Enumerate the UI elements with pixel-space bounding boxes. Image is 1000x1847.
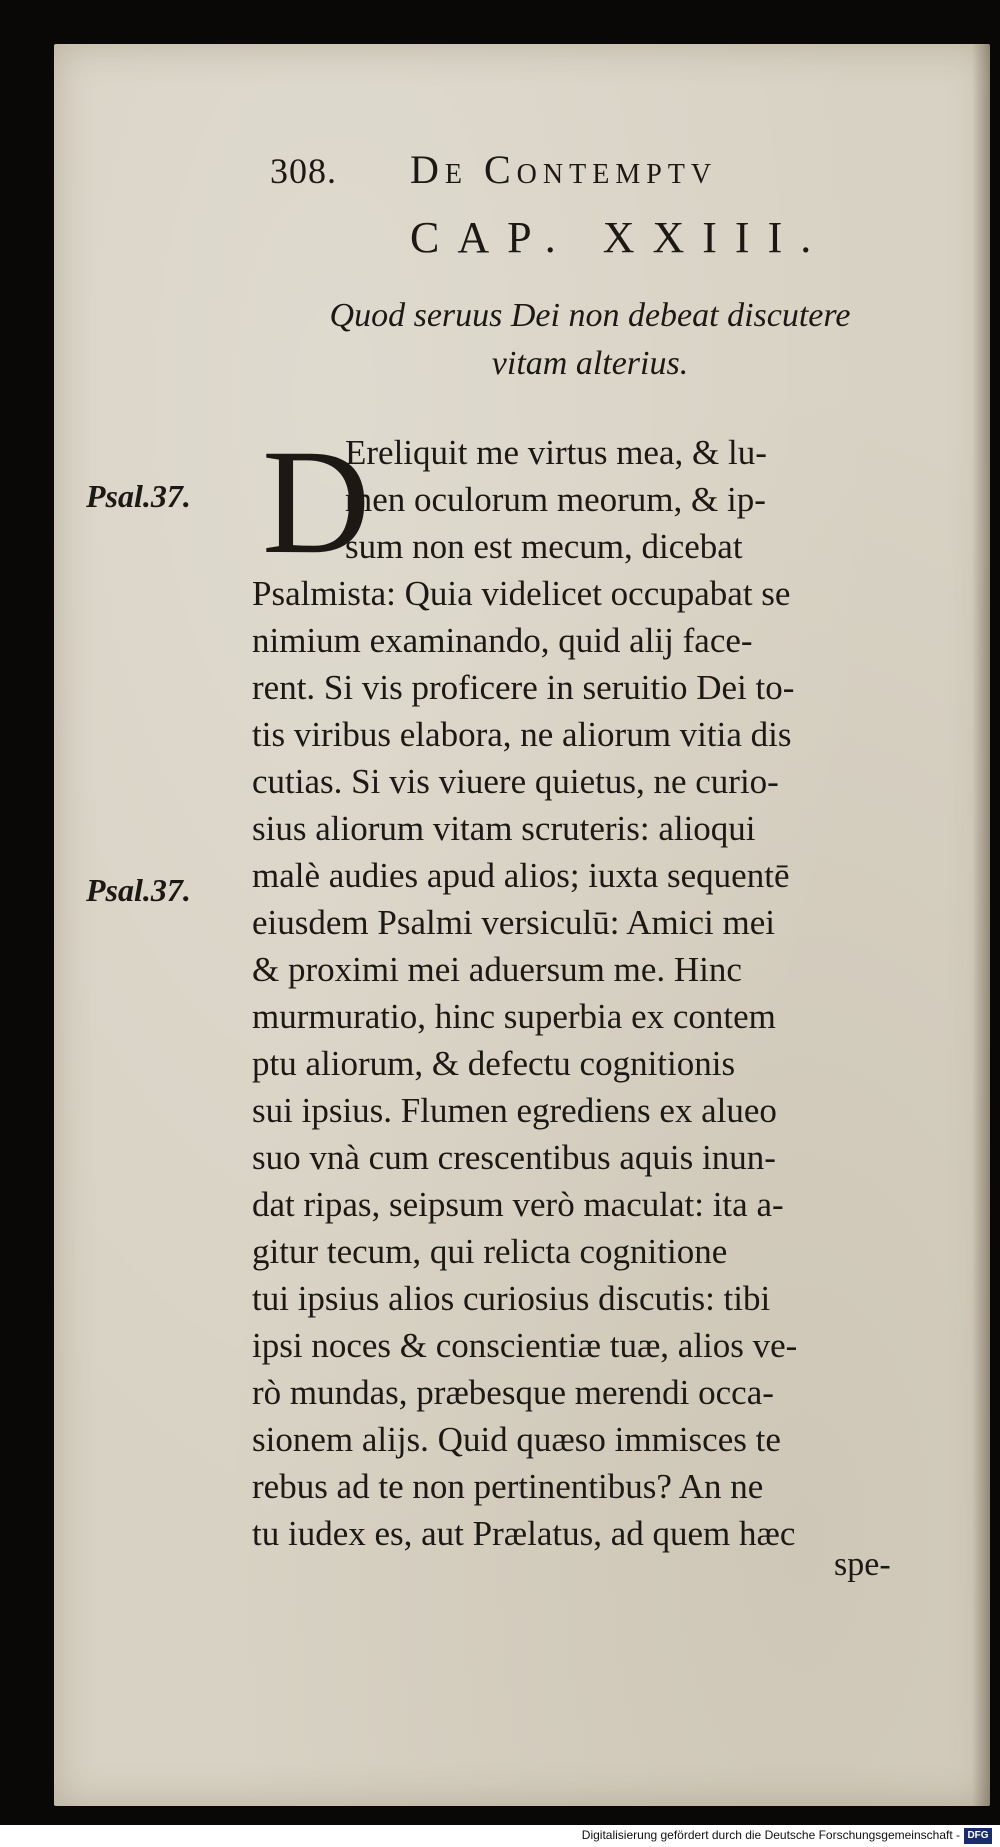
text-line: Psalmista: Quia videlicet occupabat se [252, 574, 791, 613]
text-line: rò mundas, præbesque merendi occa- [252, 1373, 774, 1412]
text-line: nimium examinando, quid alij face- [252, 621, 753, 660]
text-line: & proximi mei aduersum me. Hinc [252, 950, 742, 989]
text-line: cutias. Si vis viuere quietus, ne curio- [252, 762, 779, 801]
text-line: tui ipsius alios curiosius discutis: tibi [252, 1279, 771, 1318]
text-line: men oculorum meorum, & ip- [345, 480, 766, 519]
footer-credit: Digitalisierung gefördert durch die Deutsche Forschungsgemeinschaft - [581, 1828, 960, 1842]
page-edge-shadow [972, 44, 990, 1806]
text-line: tis viribus elabora, ne aliorum vitia dis [252, 715, 792, 754]
text-line: suo vnà cum crescentibus aquis inun- [252, 1138, 776, 1177]
margin-note: Psal.37. [86, 872, 191, 908]
text-line: Ereliquit me virtus mea, & lu- [345, 433, 767, 472]
dfg-logo-icon: DFG [964, 1828, 992, 1844]
catchword: spe- [834, 1546, 891, 1583]
text-line: rent. Si vis proficere in seruitio Dei to- [252, 668, 795, 707]
text-line: sui ipsius. Flumen egrediens ex alueo [252, 1091, 777, 1130]
text-line: eiusdem Psalmi versiculū: Amici mei [252, 903, 775, 942]
text-line: tu iudex es, aut Prælatus, ad quem hæc [252, 1514, 796, 1553]
page-number: 308. [270, 151, 337, 191]
text-line: sionem alijs. Quid quæso immisces te [252, 1420, 781, 1459]
digitization-footer [0, 1825, 1000, 1847]
chapter-subtitle [270, 292, 910, 388]
subtitle-line-2: vitam alterius. [491, 345, 689, 382]
subtitle-line-1: Quod seruus Dei non debeat discutere [329, 297, 851, 334]
text-line: rebus ad te non pertinentibus? An ne [252, 1467, 764, 1506]
margin-note: Psal.37. [86, 478, 191, 514]
text-line: gitur tecum, qui relicta cognitione [252, 1232, 728, 1271]
text-line: ptu aliorum, & defectu cognitionis [252, 1044, 736, 1083]
text-line: sius aliorum vitam scruteris: alioqui [252, 809, 756, 848]
text-line: malè audies apud alios; iuxta sequentē [252, 856, 790, 895]
chapter-heading: CAP. XXIII. [410, 213, 830, 262]
text-line: ipsi noces & conscientiæ tuæ, alios ve- [252, 1326, 798, 1365]
text-line: sum non est mecum, dicebat [345, 527, 743, 566]
drop-capital: D [262, 419, 371, 585]
text-line: murmuratio, hinc superbia ex contem [252, 997, 776, 1036]
text-line: dat ripas, seipsum verò maculat: ita a- [252, 1185, 784, 1224]
running-title: De Contemptv [410, 147, 718, 192]
